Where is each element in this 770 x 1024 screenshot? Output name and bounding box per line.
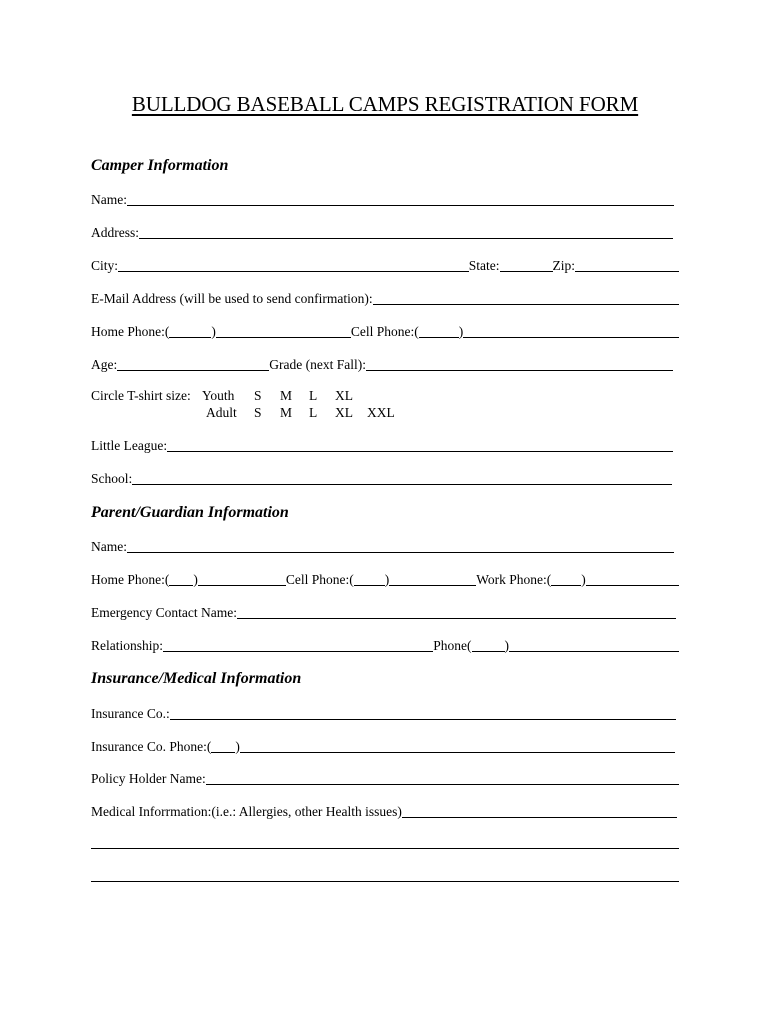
camper-email-label: E-Mail Address (will be used to send confirmation): — [91, 291, 373, 306]
camper-zip-field[interactable] — [575, 271, 679, 272]
camper-section-heading: Camper Information — [91, 157, 229, 174]
tshirt-youth-size-l[interactable]: L — [309, 388, 318, 403]
tshirt-youth-label: Youth — [202, 388, 235, 403]
camper-address-row — [91, 223, 673, 241]
camper-home-area-code-field[interactable] — [169, 337, 211, 338]
little-league-field[interactable] — [167, 451, 673, 452]
tshirt-adult-size-s[interactable]: S — [254, 404, 262, 420]
tshirt-youth-line — [91, 388, 401, 405]
emergency-contact-field[interactable] — [237, 618, 676, 619]
insurance-section-heading: Insurance/Medical Information — [91, 670, 302, 687]
camper-city-row — [91, 256, 679, 274]
little-league-label: Little League: — [91, 438, 168, 453]
camper-name-label: Name: — [91, 192, 127, 207]
insurance-phone-paren: ) — [235, 739, 240, 754]
camper-city-label: City: — [91, 258, 119, 273]
camper-cell-phone-field[interactable] — [463, 337, 679, 338]
parent-cell-phone-paren: ) — [384, 572, 390, 587]
insurance-phone-field[interactable] — [240, 752, 675, 753]
policy-holder-row — [91, 769, 679, 787]
camper-phone-row — [91, 322, 679, 340]
camper-address-label: Address: — [91, 225, 139, 240]
tshirt-adult-label: Adult — [206, 404, 237, 420]
camper-state-field[interactable] — [500, 271, 553, 272]
parent-home-phone-paren: ) — [193, 572, 198, 587]
camper-email-field[interactable] — [373, 304, 679, 305]
insurance-company-field[interactable] — [170, 719, 676, 720]
emergency-contact-label: Emergency Contact Name: — [91, 605, 237, 620]
tshirt-adult-size-xxl[interactable]: XXL — [367, 404, 395, 420]
medical-info-field[interactable] — [402, 817, 677, 818]
camper-email-row — [91, 289, 679, 307]
relationship-row — [91, 636, 679, 654]
medical-info-extra-line-1[interactable] — [91, 848, 679, 849]
medical-info-extra-line-2[interactable] — [91, 881, 679, 882]
parent-work-phone-label: Work Phone:( — [476, 572, 552, 587]
emergency-phone-field[interactable] — [509, 651, 679, 652]
tshirt-youth-size-m[interactable]: M — [280, 388, 293, 403]
parent-work-area-code-field[interactable] — [551, 585, 581, 586]
tshirt-adult-size-l[interactable]: L — [309, 404, 318, 420]
camper-cell-area-code-field[interactable] — [419, 337, 459, 338]
emergency-area-code-field[interactable] — [472, 651, 505, 652]
tshirt-adult-size-xl[interactable]: XL — [335, 404, 353, 420]
tshirt-size-label: Circle T-shirt size: — [91, 388, 191, 403]
policy-holder-field[interactable] — [206, 784, 679, 785]
parent-cell-phone-field[interactable] — [389, 585, 476, 586]
camper-age-label: Age: — [91, 357, 118, 372]
school-field[interactable] — [132, 484, 672, 485]
camper-home-phone-label: Home Phone:( — [91, 324, 170, 339]
relationship-label: Relationship: — [91, 638, 163, 653]
medical-info-row — [91, 802, 677, 820]
tshirt-adult-size-m[interactable]: M — [280, 404, 293, 420]
camper-home-phone-paren: ) — [211, 324, 216, 339]
parent-name-field[interactable] — [127, 552, 674, 553]
camper-name-row — [91, 190, 674, 208]
emergency-phone-paren: ) — [504, 638, 509, 653]
parent-work-phone-field[interactable] — [586, 585, 679, 586]
emergency-phone-label: Phone( — [433, 638, 472, 653]
camper-grade-field[interactable] — [366, 370, 673, 371]
tshirt-youth-size-xl[interactable]: XL — [335, 388, 353, 403]
medical-info-label: Medical Inforrmation:(i.e.: Allergies, other Health issues) — [91, 804, 402, 819]
policy-holder-label: Policy Holder Name: — [91, 771, 206, 786]
insurance-phone-label: Insurance Co. Phone:( — [91, 739, 212, 754]
insurance-area-code-field[interactable] — [211, 752, 235, 753]
parent-work-phone-paren: ) — [581, 572, 586, 587]
camper-zip-label: Zip: — [552, 258, 575, 273]
parent-cell-phone-label: Cell Phone:( — [285, 572, 354, 587]
insurance-phone-row — [91, 737, 675, 755]
camper-age-field[interactable] — [117, 370, 269, 371]
tshirt-adult-line — [91, 405, 401, 422]
tshirt-size-block — [91, 388, 401, 421]
school-label: School: — [91, 471, 133, 486]
school-row — [91, 469, 672, 487]
insurance-company-label: Insurance Co.: — [91, 706, 170, 721]
parent-home-phone-field[interactable] — [198, 585, 286, 586]
camper-cell-phone-label: Cell Phone:( — [350, 324, 419, 339]
parent-name-row — [91, 537, 674, 555]
camper-name-field[interactable] — [127, 205, 674, 206]
camper-cell-phone-paren: ) — [458, 324, 464, 339]
parent-home-phone-label: Home Phone:( — [91, 572, 170, 587]
tshirt-youth-size-s[interactable]: S — [254, 388, 262, 403]
parent-cell-area-code-field[interactable] — [354, 585, 385, 586]
parent-name-label: Name: — [91, 539, 127, 554]
insurance-company-row — [91, 704, 676, 722]
parent-section-heading: Parent/Guardian Information — [91, 504, 289, 521]
parent-phones-row — [91, 570, 679, 588]
camper-address-field[interactable] — [139, 238, 673, 239]
camper-home-phone-field[interactable] — [216, 337, 351, 338]
little-league-row — [91, 436, 673, 454]
camper-age-row — [91, 355, 673, 373]
relationship-field[interactable] — [163, 651, 433, 652]
parent-home-area-code-field[interactable] — [169, 585, 193, 586]
form-title: BULLDOG BASEBALL CAMPS REGISTRATION FORM — [131, 92, 639, 116]
camper-state-label: State: — [468, 258, 500, 273]
camper-grade-label: Grade (next Fall): — [269, 357, 366, 372]
camper-city-field[interactable] — [118, 271, 469, 272]
emergency-contact-row — [91, 603, 676, 621]
